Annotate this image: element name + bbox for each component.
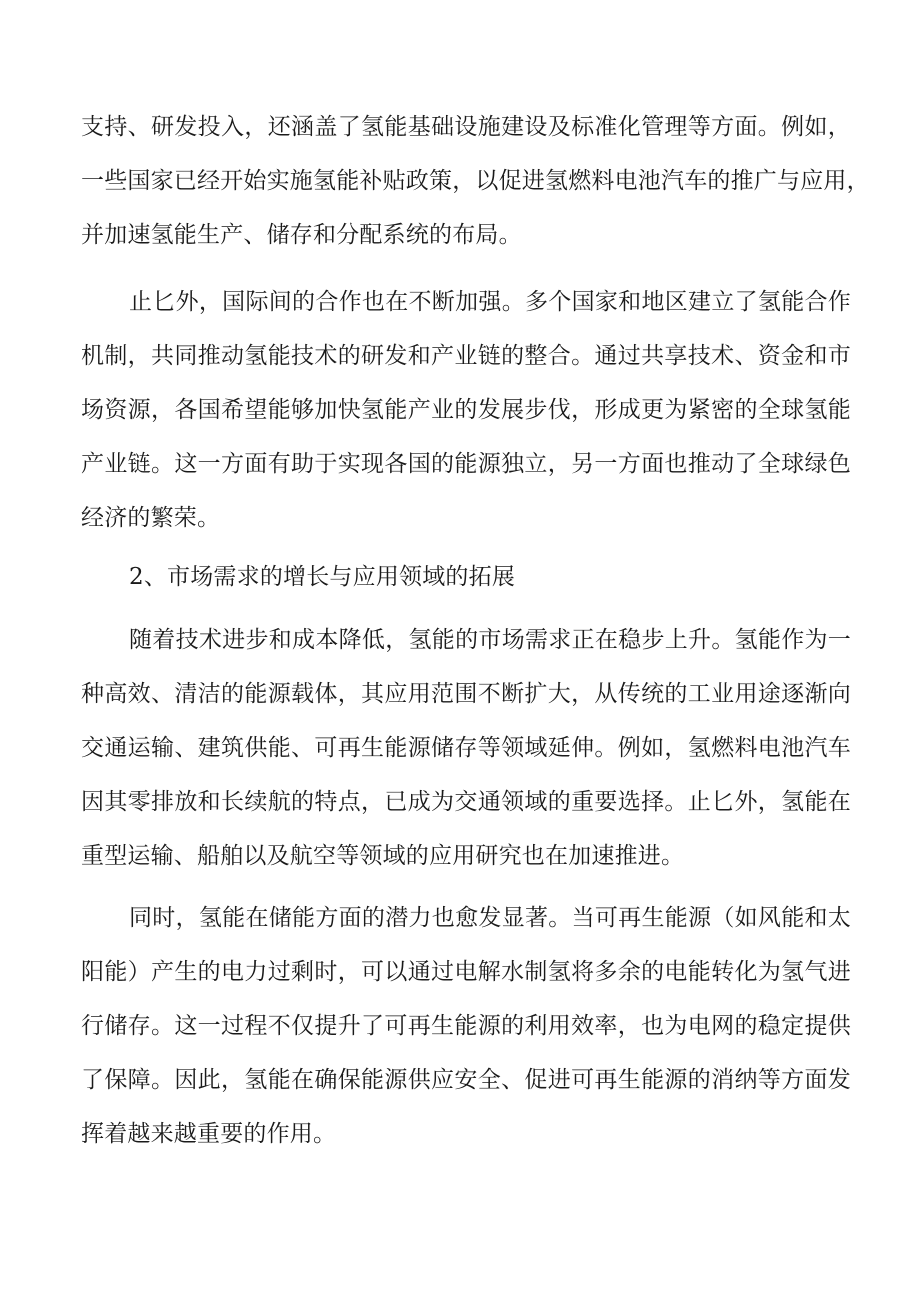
paragraph-2-line-1: 止匕外，国际间的合作也在不断加强。多个国家和地区建立了氢能合作 <box>129 289 851 315</box>
paragraph-1-line-1: 支持、研发投入，还涵盖了氢能基础设施建设及标准化管理等方面。例如， <box>81 114 851 140</box>
paragraph-3-line-5: 重型运输、船舶以及航空等领域的应用研究也在加速推进。 <box>81 843 685 869</box>
paragraph-4-line-5: 挥着越来越重要的作用。 <box>81 1121 337 1147</box>
paragraph-4-line-4: 了保障。因此，氢能在确保能源供应安全、促进可再生能源的消纳等方面发 <box>81 1067 851 1093</box>
paragraph-4-line-3: 行储存。这一过程不仅提升了可再生能源的利用效率，也为电网的稳定提供 <box>81 1013 851 1039</box>
paragraph-2-line-4: 产业链。这一方面有助于实现各国的能源独立，另一方面也推动了全球绿色 <box>81 451 851 477</box>
section-heading: 2、市场需求的增长与应用领域的拓展 <box>129 564 516 590</box>
paragraph-2-line-5: 经济的繁荣。 <box>81 505 221 531</box>
paragraph-4-line-2: 阳能）产生的电力过剩时，可以通过电解水制氢将多余的电能转化为氢气进 <box>81 959 851 985</box>
paragraph-4-line-1: 同时，氢能在储能方面的潜力也愈发显著。当可再生能源（如风能和太 <box>129 905 851 931</box>
paragraph-1-line-3: 并加速氢能生产、储存和分配系统的布局。 <box>81 222 522 248</box>
paragraph-1-line-2: 一些国家已经开始实施氢能补贴政策，以促进氢燃料电池汽车的推广与应用， <box>81 168 870 194</box>
paragraph-2-line-3: 场资源，各国希望能够加快氢能产业的发展步伐，形成更为紧密的全球氢能 <box>81 397 851 423</box>
paragraph-2-line-2: 机制，共同推动氢能技术的研发和产业链的整合。通过共享技术、资金和市 <box>81 343 851 369</box>
paragraph-3-line-2: 种高效、清洁的能源载体，其应用范围不断扩大，从传统的工业用途逐渐向 <box>81 681 851 707</box>
paragraph-3-line-4: 因其零排放和长续航的特点，已成为交通领域的重要选择。止匕外，氢能在 <box>81 789 851 815</box>
paragraph-3-line-3: 交通运输、建筑供能、可再生能源储存等领域延伸。例如，氢燃料电池汽车 <box>81 735 851 761</box>
paragraph-3-line-1: 随着技术进步和成本降低，氢能的市场需求正在稳步上升。氢能作为一 <box>129 627 851 653</box>
